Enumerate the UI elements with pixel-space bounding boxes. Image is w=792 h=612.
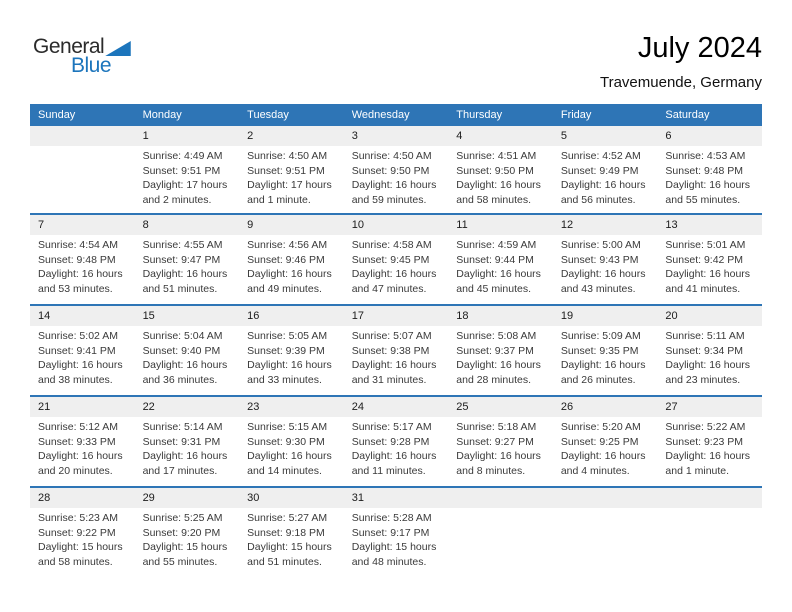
day-cell-info — [553, 417, 658, 486]
sunset-line: Sunset: 9:42 PM — [665, 253, 744, 266]
daylight-line: Daylight: 16 hours and 49 minutes. — [247, 268, 332, 295]
daylight-line: Daylight: 15 hours and 55 minutes. — [142, 541, 228, 568]
day-number: 28 — [38, 492, 51, 504]
sunrise-line: Sunrise: 4:53 AM — [665, 150, 746, 162]
sunrise-line: Sunrise: 4:54 AM — [38, 239, 118, 251]
weekday-header — [30, 104, 762, 126]
calendar-grid — [30, 126, 762, 577]
sunrise-line: Sunrise: 4:55 AM — [142, 239, 223, 251]
page-subtitle: Travemuende, Germany — [599, 74, 762, 91]
day-number: 31 — [351, 492, 364, 504]
sunset-line: Sunset: 9:22 PM — [38, 526, 116, 539]
sunrise-line: Sunrise: 4:59 AM — [456, 239, 537, 251]
day-details-row — [30, 508, 762, 577]
daylight-line: Daylight: 16 hours and 20 minutes. — [38, 450, 123, 477]
day-cell-info — [135, 146, 240, 213]
sunrise-line: Sunrise: 5:08 AM — [456, 330, 537, 342]
day-number: 26 — [560, 401, 574, 413]
daylight-line: Daylight: 16 hours and 23 minutes. — [665, 359, 751, 386]
day-cell-info — [448, 146, 553, 213]
day-cell-info — [239, 146, 344, 213]
day-number: 8 — [142, 219, 149, 231]
sunrise-line: Sunrise: 5:04 AM — [142, 330, 223, 342]
sunrise-line: Sunrise: 5:05 AM — [247, 330, 328, 342]
daylight-line: Daylight: 17 hours and 1 minute. — [247, 179, 332, 206]
day-number: 5 — [560, 130, 567, 142]
daylight-line: Daylight: 16 hours and 58 minutes. — [456, 179, 541, 206]
sunrise-line: Sunrise: 4:49 AM — [142, 150, 223, 162]
day-cell-info — [344, 326, 449, 395]
day-number: 1 — [142, 130, 149, 142]
weekday-monday: Monday — [142, 109, 182, 121]
sunset-line: Sunset: 9:40 PM — [142, 344, 221, 357]
sunrise-line: Sunrise: 4:50 AM — [247, 150, 328, 162]
day-number: 18 — [456, 310, 469, 322]
day-number: 10 — [351, 219, 364, 231]
day-cell-info — [553, 146, 658, 213]
daylight-line: Daylight: 15 hours and 51 minutes. — [247, 541, 332, 568]
sunset-line: Sunset: 9:51 PM — [247, 164, 325, 177]
sunrise-line: Sunrise: 5:09 AM — [560, 330, 641, 342]
weekday-friday: Friday — [560, 109, 592, 121]
day-cell-info — [30, 235, 135, 304]
day-cell-info — [135, 508, 240, 577]
daylight-line: Daylight: 16 hours and 53 minutes. — [38, 268, 123, 295]
sunset-line: Sunset: 9:17 PM — [351, 526, 430, 539]
day-cell-info — [344, 508, 449, 577]
daylight-line: Daylight: 16 hours and 36 minutes. — [142, 359, 228, 386]
daylight-line: Daylight: 16 hours and 11 minutes. — [351, 450, 437, 477]
sunrise-line: Sunrise: 4:56 AM — [247, 239, 328, 251]
day-number: 9 — [247, 219, 254, 231]
day-number: 7 — [38, 219, 45, 231]
sunset-line: Sunset: 9:35 PM — [560, 344, 639, 357]
sunset-line: Sunset: 9:37 PM — [456, 344, 534, 357]
day-cell-info — [448, 326, 553, 395]
daylight-line: Daylight: 17 hours and 2 minutes. — [142, 179, 228, 206]
sunset-line: Sunset: 9:27 PM — [456, 435, 534, 448]
weekday-thursday: Thursday — [456, 109, 503, 121]
daylight-line: Daylight: 16 hours and 1 minute. — [665, 450, 751, 477]
sunset-line: Sunset: 9:25 PM — [560, 435, 639, 448]
day-number: 30 — [247, 492, 260, 504]
day-cell-empty — [657, 508, 762, 577]
sunrise-line: Sunrise: 4:50 AM — [351, 150, 432, 162]
sunset-line: Sunset: 9:34 PM — [665, 344, 744, 357]
sunset-line: Sunset: 9:39 PM — [247, 344, 325, 357]
sunrise-line: Sunrise: 5:20 AM — [560, 421, 641, 433]
day-number: 29 — [142, 492, 155, 504]
sunrise-line: Sunrise: 5:15 AM — [247, 421, 328, 433]
day-cell-info — [30, 417, 135, 486]
day-details-row — [30, 326, 762, 395]
sunset-line: Sunset: 9:48 PM — [38, 253, 116, 266]
day-cell-empty — [30, 146, 135, 213]
day-number-band — [30, 215, 762, 235]
sunrise-line: Sunrise: 5:14 AM — [142, 421, 223, 433]
sunrise-line: Sunrise: 5:22 AM — [665, 421, 746, 433]
day-cell-info — [344, 417, 449, 486]
daylight-line: Daylight: 16 hours and 28 minutes. — [456, 359, 541, 386]
week-row — [30, 126, 762, 213]
day-cell-info — [344, 146, 449, 213]
sunset-line: Sunset: 9:31 PM — [142, 435, 221, 448]
day-cell-info — [135, 235, 240, 304]
sunset-line: Sunset: 9:50 PM — [456, 164, 534, 177]
daylight-line: Daylight: 16 hours and 45 minutes. — [456, 268, 541, 295]
day-number: 23 — [247, 401, 260, 413]
daylight-line: Daylight: 16 hours and 8 minutes. — [456, 450, 541, 477]
day-number-band — [30, 488, 762, 508]
day-cell-info — [30, 508, 135, 577]
day-cell-info — [239, 417, 344, 486]
sunset-line: Sunset: 9:48 PM — [665, 164, 744, 177]
day-cell-info — [239, 235, 344, 304]
title-block — [600, 32, 762, 91]
sunrise-line: Sunrise: 5:12 AM — [38, 421, 118, 433]
daylight-line: Daylight: 16 hours and 17 minutes. — [142, 450, 228, 477]
daylight-line: Daylight: 16 hours and 33 minutes. — [247, 359, 332, 386]
day-cell-info — [657, 235, 762, 304]
day-cell-info — [135, 326, 240, 395]
weekday-tuesday: Tuesday — [247, 109, 289, 121]
day-number-band — [30, 397, 762, 417]
weekday-saturday: Saturday — [665, 109, 710, 121]
day-number-band — [30, 306, 762, 326]
day-details-row — [30, 235, 762, 304]
sunrise-line: Sunrise: 5:23 AM — [38, 512, 118, 524]
day-cell-info — [30, 326, 135, 395]
day-cell-info — [657, 326, 762, 395]
day-cell-info — [239, 326, 344, 395]
sunrise-line: Sunrise: 4:51 AM — [456, 150, 537, 162]
sunrise-line: Sunrise: 5:25 AM — [142, 512, 223, 524]
sunset-line: Sunset: 9:28 PM — [351, 435, 430, 448]
sunrise-line: Sunrise: 5:11 AM — [665, 330, 745, 342]
daylight-line: Daylight: 16 hours and 31 minutes. — [351, 359, 437, 386]
weekday-wednesday: Wednesday — [351, 109, 410, 121]
day-cell-info — [657, 146, 762, 213]
sunset-line: Sunset: 9:43 PM — [560, 253, 639, 266]
logo-word-general: General — [33, 35, 105, 58]
sunset-line: Sunset: 9:51 PM — [142, 164, 221, 177]
sunrise-line: Sunrise: 5:17 AM — [351, 421, 432, 433]
sunset-line: Sunset: 9:41 PM — [38, 344, 116, 357]
sunset-line: Sunset: 9:44 PM — [456, 253, 534, 266]
day-cell-info — [344, 235, 449, 304]
day-number: 22 — [142, 401, 155, 413]
sunset-line: Sunset: 9:18 PM — [247, 526, 325, 539]
day-number: 25 — [456, 401, 469, 413]
day-number: 17 — [351, 310, 364, 322]
day-cell-info — [657, 417, 762, 486]
daylight-line: Daylight: 16 hours and 59 minutes. — [351, 179, 437, 206]
sunrise-line: Sunrise: 5:07 AM — [351, 330, 432, 342]
day-number: 11 — [456, 219, 468, 231]
sunset-line: Sunset: 9:47 PM — [142, 253, 221, 266]
calendar — [30, 104, 762, 577]
sunrise-line: Sunrise: 5:28 AM — [351, 512, 432, 524]
sunrise-line: Sunrise: 5:01 AM — [665, 239, 746, 251]
daylight-line: Daylight: 16 hours and 43 minutes. — [560, 268, 646, 295]
sunrise-line: Sunrise: 5:02 AM — [38, 330, 118, 342]
sunrise-line: Sunrise: 5:00 AM — [560, 239, 641, 251]
weekday-sunday: Sunday — [38, 109, 76, 121]
day-cell-info — [239, 508, 344, 577]
sunrise-line: Sunrise: 4:58 AM — [351, 239, 432, 251]
sunset-line: Sunset: 9:49 PM — [560, 164, 639, 177]
sunset-line: Sunset: 9:33 PM — [38, 435, 116, 448]
logo-word-blue: Blue — [71, 54, 112, 77]
sunrise-line: Sunrise: 4:52 AM — [560, 150, 641, 162]
page-title: July 2024 — [637, 32, 762, 64]
daylight-line: Daylight: 15 hours and 58 minutes. — [38, 541, 123, 568]
day-number: 19 — [560, 310, 574, 322]
sunset-line: Sunset: 9:23 PM — [665, 435, 744, 448]
daylight-line: Daylight: 16 hours and 4 minutes. — [560, 450, 646, 477]
sunrise-line: Sunrise: 5:18 AM — [456, 421, 537, 433]
daylight-line: Daylight: 16 hours and 14 minutes. — [247, 450, 332, 477]
day-number: 4 — [456, 130, 463, 142]
day-cell-info — [553, 326, 658, 395]
day-number: 24 — [351, 401, 364, 413]
day-cell-info — [553, 235, 658, 304]
day-cell-info — [448, 235, 553, 304]
day-details-row — [30, 417, 762, 486]
day-number: 21 — [38, 401, 51, 413]
daylight-line: Daylight: 16 hours and 56 minutes. — [560, 179, 646, 206]
sunset-line: Sunset: 9:38 PM — [351, 344, 430, 357]
day-number: 13 — [665, 219, 678, 231]
daylight-line: Daylight: 15 hours and 48 minutes. — [351, 541, 437, 568]
day-number: 15 — [142, 310, 155, 322]
day-number: 12 — [560, 219, 574, 231]
daylight-line: Daylight: 16 hours and 55 minutes. — [665, 179, 751, 206]
week-row — [30, 395, 762, 486]
day-details-row — [30, 146, 762, 213]
day-cell-empty — [553, 508, 658, 577]
daylight-line: Daylight: 16 hours and 26 minutes. — [560, 359, 646, 386]
daylight-line: Daylight: 16 hours and 41 minutes. — [665, 268, 751, 295]
daylight-line: Daylight: 16 hours and 51 minutes. — [142, 268, 228, 295]
sunrise-line: Sunrise: 5:27 AM — [247, 512, 328, 524]
sunset-line: Sunset: 9:50 PM — [351, 164, 430, 177]
day-number: 20 — [665, 310, 678, 322]
day-number: 3 — [351, 130, 358, 142]
sunset-line: Sunset: 9:46 PM — [247, 253, 325, 266]
week-row — [30, 213, 762, 304]
day-number: 2 — [247, 130, 254, 142]
sunset-line: Sunset: 9:45 PM — [351, 253, 430, 266]
day-number: 6 — [665, 130, 672, 142]
sunset-line: Sunset: 9:30 PM — [247, 435, 325, 448]
daylight-line: Daylight: 16 hours and 38 minutes. — [38, 359, 123, 386]
day-cell-info — [448, 417, 553, 486]
day-number: 16 — [247, 310, 260, 322]
week-row — [30, 486, 762, 577]
day-number: 14 — [38, 310, 51, 322]
daylight-line: Daylight: 16 hours and 47 minutes. — [351, 268, 437, 295]
day-cell-info — [135, 417, 240, 486]
week-row — [30, 304, 762, 395]
sunset-line: Sunset: 9:20 PM — [142, 526, 221, 539]
day-number-band — [30, 126, 762, 146]
general-blue-logo — [33, 36, 131, 76]
day-number: 27 — [665, 401, 678, 413]
day-cell-empty — [448, 508, 553, 577]
